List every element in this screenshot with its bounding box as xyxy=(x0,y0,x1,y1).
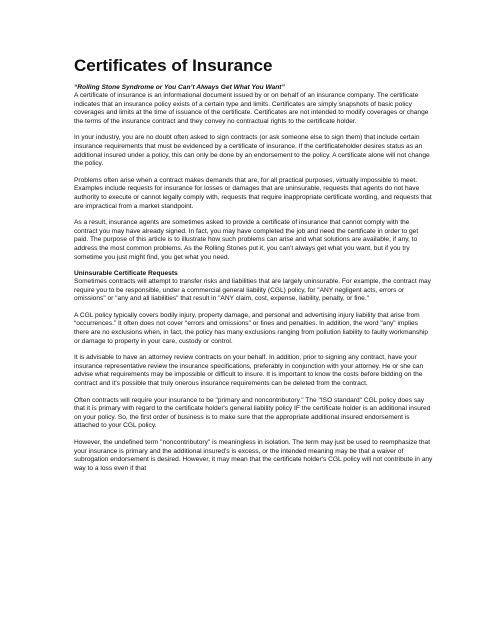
paragraph: A CGL policy typically covers bodily injury, property damage, and personal and advertising injury liability that arise from “occurrences.” It often does not cover "errors and omissions" or fines and penalties. In addition, the word "any" implies there are no exclusions when, in fact, the policy has many exclusions ranging from pollution liability to faulty workmanship or damage to property in your care, custody or control. xyxy=(74,311,429,345)
section-heading: Uninsurable Certificate Requests xyxy=(74,270,178,278)
paragraph: As a result, insurance agents are sometimes asked to provide a certificate of insurance that cannot comply with the contract you may have already signed. In fact, you may have completed the job and need the certificate in order to get paid. The purpose of this article is to illustrate how such problems can arise and what solutions are available, if any, to address the most common problems. As the Rolling Stones put it, you can’t always get what you want, but if you try sometime you just might find, you get what you need. xyxy=(74,219,419,261)
page-title: Certificates of Insurance xyxy=(74,56,273,75)
paragraph: Problems often arise when a contract makes demands that are, for all practical purposes, virtually impossible to meet. Examples include requests for insurance for losses or damages that are uninsurable, requests that agents do not have authority to execute or cannot legally comply with, requests that require inappropriate certificate wording, and requests that are impractical from a market standpoint. xyxy=(74,176,432,210)
paragraph: A certificate of insurance is an informational document issued by or on behalf of an insurance company. The certificate indicates that an insurance policy exists of a certain type and limits. Certificates are simply snapshots of basic policy coverages and limits at the time of issuance of the certificate. Certificates are not intended to modify coverages or change the terms of the insurance contract and they convey no contractual rights to the certificate holder. xyxy=(74,92,429,125)
document-body xyxy=(74,56,434,481)
article-subtitle: “Rolling Stone Syndrome or You Can’t Always Get What You Want” xyxy=(74,84,285,91)
paragraph: In your industry, you are no doubt often asked to sign contracts (or ask someone else to sign them) that include certain insurance requirements that must be evidenced by a certificate of insurance. If the certificateholder desires status as an additional insured under a policy, this can only be done by an endorsement to the policy. A certificate alone will not change the policy. xyxy=(74,134,430,168)
paragraph: Often contracts will require your insurance to be "primary and noncontributory." The "ISO standard" CGL policy does say that it is primary with regard to the certificate holder's general liability policy IF the certificate holder is an additional insured on your policy. So, the first order of business is to make sure that the appropriate additional insured endorsement is attached to your CGL policy. xyxy=(74,396,431,430)
paragraph: However, the undefined term "noncontributory" is meaningless in isolation. The term may just be used to reemphasize that your insurance is primary and the additional insured’s is excess, or the intended meaning may be that a waiver of subrogation endorsement is desired. However, it may mean that the certificate holder's CGL policy will not contribute in any way to a loss even if that xyxy=(74,439,433,472)
paragraph: It is advisable to have an attorney review contracts on your behalf. In addition, prior to signing any contract, have your insurance representative review the insurance specifications, preferably in conjunction with your attorney. He or she can advise what requirements may be impossible or difficult to insure. It is important to know the costs before bidding on the contract and it's possible that truly onerous insurance requirements can be deleted from the contract. xyxy=(74,354,424,388)
paragraph: Sometimes contracts will attempt to transfer risks and liabilities that are largely uninsurable. For example, the contract may require you to be responsible, under a commercial general liability (CGL) policy, for "ANY negligent acts, errors or omissions" or "any and all liabilities" that result in "ANY claim, cost, expense, liability, penalty, or fine." xyxy=(74,278,431,303)
